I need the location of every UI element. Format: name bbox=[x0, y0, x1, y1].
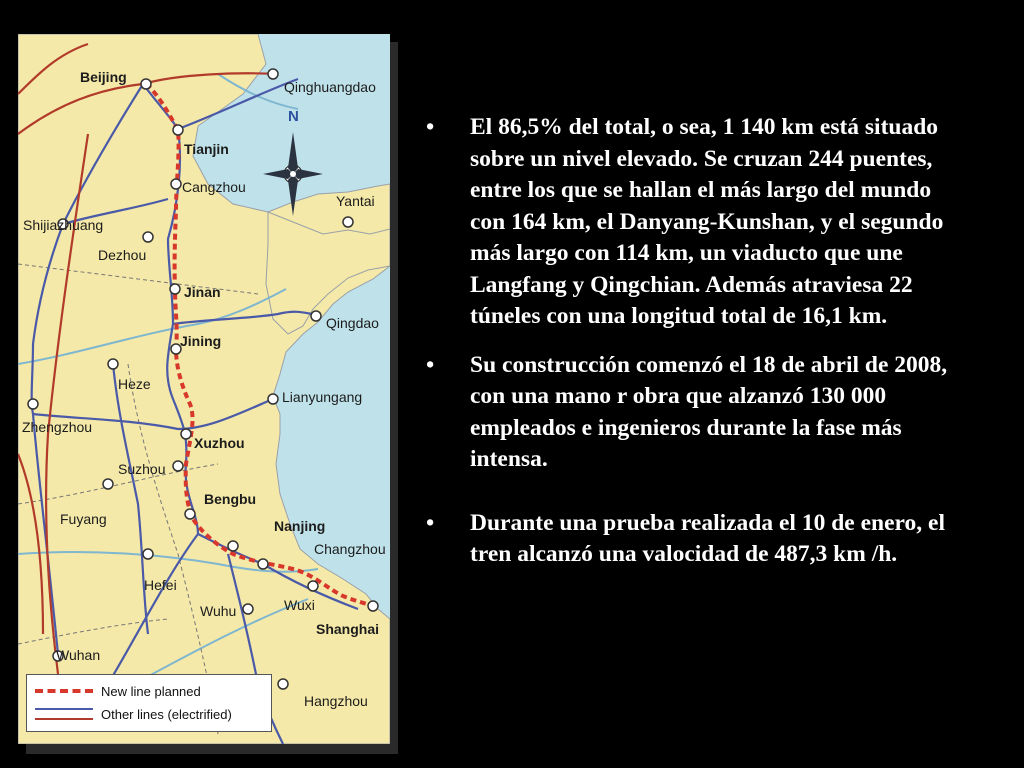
city-label-tianjin: Tianjin bbox=[184, 141, 229, 157]
legend-label-other-lines: Other lines (electrified) bbox=[101, 706, 232, 722]
map-graphic bbox=[18, 34, 390, 744]
bullet-text: Su construcción comenzó el 18 de abril de 2008, con una mano r obra que alzanzó 130 000 empleados e ingenieros durante la fase más intensa. bbox=[470, 351, 948, 472]
city-label-fuyang: Fuyang bbox=[60, 511, 107, 527]
city-label-shanghai: Shanghai bbox=[316, 621, 380, 637]
city-label-zhengzhou: Zhengzhou bbox=[22, 419, 93, 435]
legend-row-other-lines bbox=[35, 704, 232, 724]
compass-north-label: N bbox=[288, 108, 299, 125]
city-label-beijing: Beijing bbox=[80, 69, 127, 85]
city-label-bengbu: Bengbu bbox=[204, 491, 257, 507]
city-label-wuxi: Wuxi bbox=[284, 597, 315, 613]
bullet-item bbox=[420, 112, 960, 333]
city-label-cangzhou: Cangzhou bbox=[182, 179, 246, 195]
legend-swatch-dashed-red bbox=[35, 689, 93, 693]
bullet-marker: • bbox=[426, 509, 435, 536]
city-label-hangzhou: Hangzhou bbox=[304, 693, 368, 709]
bullet-text: El 86,5% del total, o sea, 1 140 km está situado sobre un nivel elevado. Se cruzan 244 puentes, entre los que se hallan el más largo del mundo con 164 km, el Danyang-Kunshan, y el segundo más largo con 114 km, un viaducto que une Langfang y Qingchian. Además atraviesa 22 túneles con una longitud total de 16,1 km. bbox=[470, 114, 944, 329]
city-label-nanjing: Nanjing bbox=[274, 518, 326, 534]
city-label-lianyungang: Lianyungang bbox=[282, 389, 363, 405]
city-label-changzhou: Changzhou bbox=[314, 541, 386, 557]
bullet-text: Durante una prueba realizada el 10 de enero, el tren alcanzó una valocidad de 487,3 km /h. bbox=[470, 509, 945, 567]
legend-swatch-electrified bbox=[35, 708, 93, 720]
railway-map bbox=[18, 34, 390, 744]
city-label-suzhou: Suzhou bbox=[118, 461, 166, 477]
bullet-item bbox=[420, 508, 960, 571]
city-label-hefei: Hefei bbox=[144, 577, 177, 593]
bullet-marker: • bbox=[426, 114, 435, 140]
legend-row-new-line bbox=[35, 681, 201, 701]
city-label-jining: Jining bbox=[180, 333, 222, 349]
legend-label-new-line: New line planned bbox=[101, 683, 201, 699]
city-label-jinan: Jinan bbox=[184, 284, 221, 300]
city-label-heze: Heze bbox=[118, 376, 151, 392]
bullet-list bbox=[420, 112, 960, 588]
bullet-marker: • bbox=[426, 351, 435, 378]
city-label-wuhan: Wuhan bbox=[56, 647, 101, 663]
map-legend bbox=[26, 674, 272, 732]
city-label-qingdao: Qingdao bbox=[326, 315, 379, 331]
city-label-yantai: Yantai bbox=[336, 193, 375, 209]
city-label-qinghuangdao: Qinghuangdao bbox=[284, 79, 376, 95]
city-label-xuzhou: Xuzhou bbox=[194, 435, 245, 451]
city-label-shijiazhuang: Shijiazhuang bbox=[23, 217, 104, 233]
city-label-wuhu: Wuhu bbox=[200, 603, 237, 619]
city-label-dezhou: Dezhou bbox=[98, 247, 147, 263]
bullet-item bbox=[420, 350, 960, 476]
